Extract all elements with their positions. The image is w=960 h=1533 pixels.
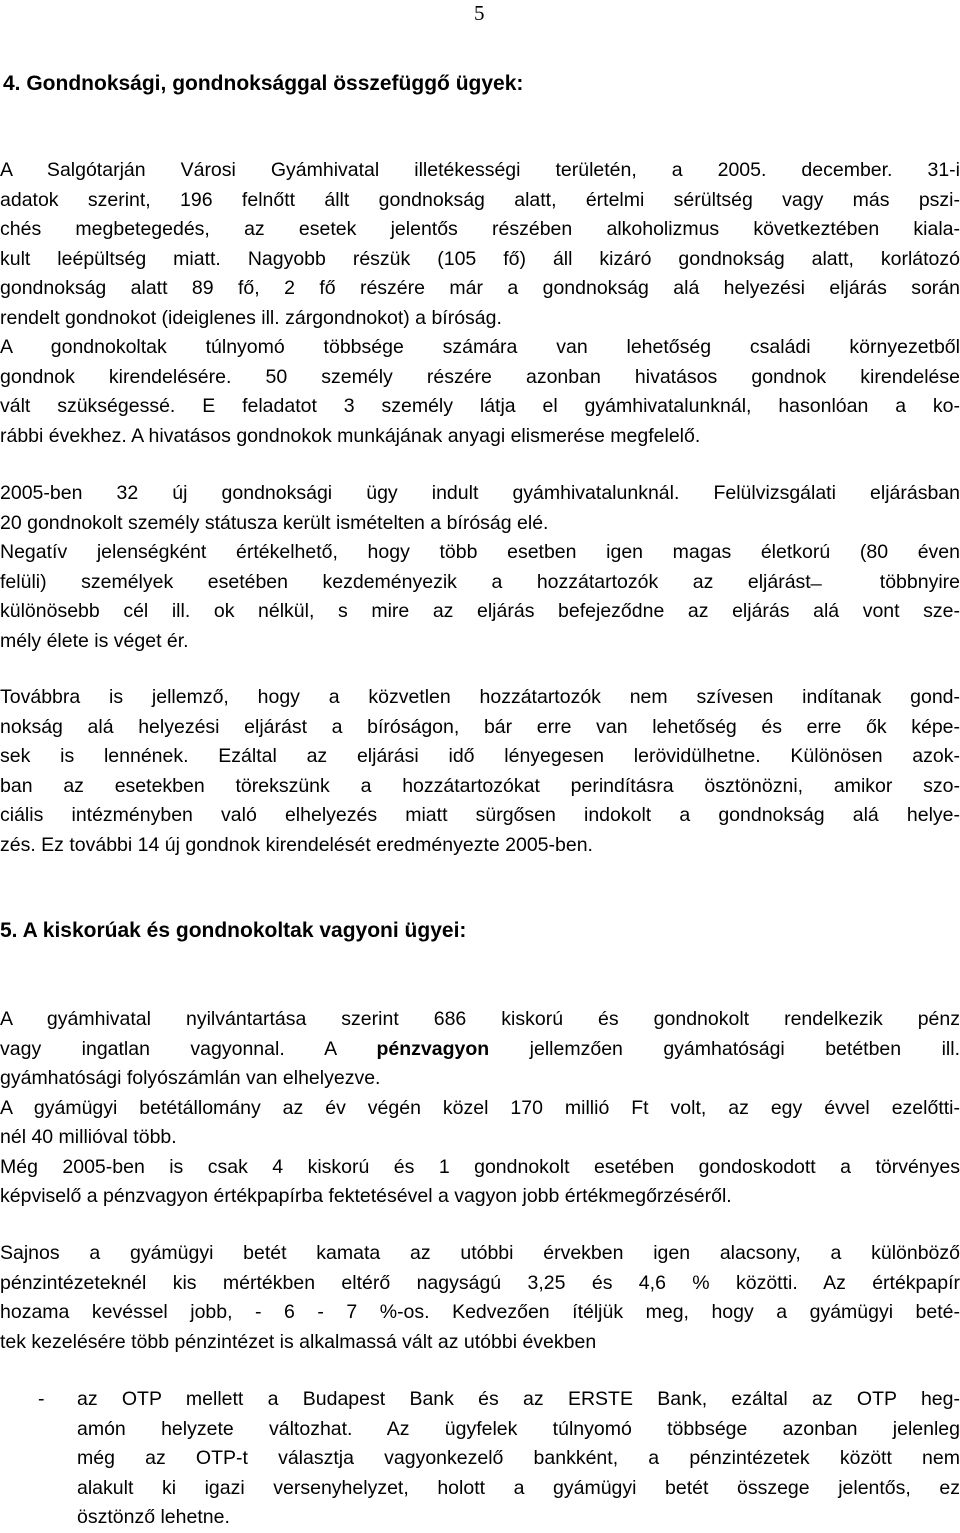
text-line: chés megbetegedés, az esetek jelentős részében alkoholizmus következtében kiala-: [0, 218, 960, 240]
list-item-body: [77, 1385, 960, 1533]
text-line: felüli) személyek esetében kezdeményezik a hozzátartozók az eljárást ̶ többnyire: [0, 570, 960, 593]
section-4-paragraph-1: [0, 156, 960, 451]
text-line: Még 2005-ben is csak 4 kiskorú és 1 gondnokolt esetében gondoskodott a törvényes: [0, 1155, 960, 1178]
list-marker: -: [38, 1388, 45, 1410]
text-line: sek is lennének. Ezáltal az eljárási idő lényegesen lerövidülhetne. Különösen azok-: [0, 745, 960, 767]
text-line: rábbi évekhez. A hivatásos gondnokok munkájának anyagi elismerése megfelelő.: [0, 424, 701, 447]
text-line: alakult ki igazi versenyhelyzet, holott a gyámügyi betét összege jelentős, ez: [77, 1476, 960, 1499]
text-line: nél 40 millióval több.: [0, 1126, 177, 1148]
section-5-paragraph-2: [0, 1239, 960, 1357]
section-4-heading-block: [3, 69, 960, 98]
text-line: mély élete is véget ér.: [0, 629, 189, 652]
text-line: nokság alá helyezési eljárást a bíróságon, bár erre van lehetőség és erre ők képe-: [0, 715, 960, 738]
text-line: tek kezelésére több pénzintézet is alkalmassá vált az utóbbi években: [0, 1330, 597, 1353]
text-line: Továbbra is jellemző, hogy a közvetlen hozzátartozók nem szívesen indítanak gond-: [0, 686, 960, 708]
section-4-paragraph-3: [0, 683, 960, 860]
text-line: ban az esetekben törekszünk a hozzátartozókat perindításra ösztönözni, amikor szo-: [0, 774, 960, 797]
section-5-paragraph-1: [0, 1005, 960, 1212]
emphasis-penzvagyon: pénzvagyon: [376, 1037, 490, 1060]
text-line: pénzintézeteknél kis mértékben eltérő nagyságú 3,25 és 4,6 % közötti. Az értékpapír: [0, 1271, 960, 1294]
text-line: 2005-ben 32 új gondnoksági ügy indult gyámhivatalunknál. Felülvizsgálati eljárásban: [0, 482, 960, 504]
text-line: vált szükségessé. E feladatot 3 személy látja el gyámhivatalunknál, hasonlóan a ko-: [0, 395, 960, 417]
text-line: különösebb cél ill. ok nélkül, s mire az eljárás befejeződne az eljárás alá vont sze-: [0, 600, 960, 622]
text-line: gondnok kirendelésére. 50 személy részére azonban hivatásos gondnok kirendelése: [0, 365, 960, 388]
text-segment: vagy ingatlan vagyonnal. A: [0, 1037, 377, 1060]
section-5-heading-block: [0, 916, 960, 945]
text-line: gyámhatósági folyószámlán van elhelyezve.: [0, 1067, 381, 1089]
text-line: hozama kevéssel jobb, - 6 - 7 %-os. Kedvezően ítéljük meg, hogy a gyámügyi beté-: [0, 1301, 960, 1323]
section-4-paragraph-2: [0, 479, 960, 656]
text-line: A gyámhivatal nyilvántartása szerint 686 kiskorú és gondnokolt rendelkezik pénz: [0, 1008, 960, 1030]
text-line: képviselő a pénzvagyon értékpapírba fektetésével a vagyon jobb értékmegőrzéséről.: [0, 1185, 732, 1207]
text-line: A Salgótarján Városi Gyámhivatal illetékességi területén, a 2005. december. 31-i: [0, 159, 960, 181]
text-line: zés. Ez további 14 új gondnok kirendelését eredményezte 2005-ben.: [0, 833, 593, 856]
text-line: ösztönző lehetne.: [77, 1506, 230, 1528]
section-5-heading: 5. A kiskorúak és gondnokoltak vagyoni ügyei:: [0, 919, 467, 942]
text-line: Sajnos a gyámügyi betét kamata az utóbbi érvekben igen alacsony, a különböző: [0, 1242, 960, 1264]
text-line: gondnokság alatt 89 fő, 2 fő részére már a gondnokság alá helyezési eljárás során: [0, 277, 960, 299]
page-number: 5: [474, 1, 485, 25]
text-line: A gyámügyi betétállomány az év végén közel 170 millió Ft volt, az egy évvel ezelőtti-: [0, 1096, 960, 1119]
text-line: adatok szerint, 196 felnőtt állt gondnokság alatt, értelmi sérültség vagy más pszi-: [0, 188, 960, 211]
text-segment: jellemzően gyámhatósági betétben ill.: [489, 1037, 960, 1060]
text-line: ciális intézményben való elhelyezés miatt sürgősen indokolt a gondnokság alá helye-: [0, 804, 960, 826]
text-line: Negatív jelenségként értékelhető, hogy több esetben igen magas életkorú (80 éven: [0, 541, 960, 563]
text-line: még az OTP-t választja vagyonkezelő bankként, a pénzintézetek között nem: [77, 1447, 960, 1469]
text-line: 20 gondnokolt személy státusza került ismételten a bíróság elé.: [0, 511, 549, 534]
text-line: A gondnokoltak túlnyomó többsége számára van lehetőség családi környezetből: [0, 336, 960, 358]
text-line: kult leépültség miatt. Nagyobb részük (105 fő) áll kizáró gondnokság alatt, korlátozó: [0, 247, 960, 270]
text-line: amón helyzete változhat. Az ügyfelek túlnyomó többsége azonban jelenleg: [77, 1417, 960, 1440]
text-line: az OTP mellett a Budapest Bank és az ERSTE Bank, ezáltal az OTP heg-: [77, 1388, 960, 1410]
section-4-heading: 4. Gondnoksági, gondnoksággal összefüggő ügyek:: [3, 72, 524, 95]
text-line: rendelt gondnokot (ideiglenes ill. zárgondnokot) a bíróság.: [0, 306, 502, 329]
text-line-with-emphasis: [0, 1035, 960, 1065]
